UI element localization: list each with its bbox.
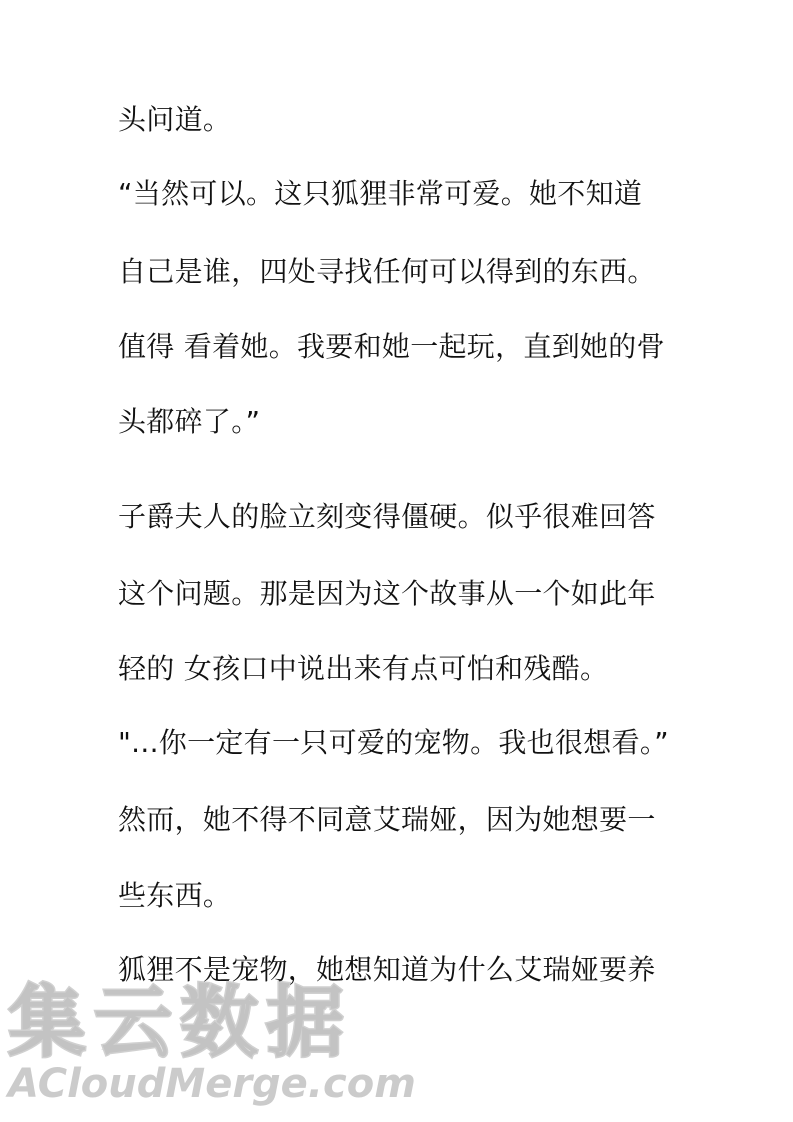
text-line-9: "...你一定有一只可爱的宠物。我也很想看。”: [118, 726, 669, 759]
text-line-4: 值得 看着她。我要和她一起玩，直到她的骨: [118, 330, 665, 363]
text-line-6: 子爵夫人的脸立刻变得僵硬。似乎很难回答: [118, 500, 656, 533]
text-line-11: 些东西。: [118, 879, 232, 912]
text-line-7: 这个问题。那是因为这个故事从一个如此年: [118, 577, 656, 610]
text-line-3: 自己是谁，四处寻找任何可以得到的东西。: [118, 255, 656, 288]
watermark-logo: [8, 978, 416, 1118]
text-line-1: 头问道。: [118, 103, 232, 136]
text-line-8: 轻的 女孩口中说出来有点可怕和残酷。: [118, 652, 609, 685]
text-line-2: “当然可以。这只狐狸非常可爱。她不知道: [118, 177, 643, 210]
text-line-10: 然而，她不得不同意艾瑞娅，因为她想要一: [118, 803, 656, 836]
watermark-chinese-text: 集云数据: [8, 978, 353, 1068]
text-line-5: 头都碎了。”: [118, 405, 261, 438]
watermark-english-text: ACloudMerge.com: [8, 1061, 416, 1107]
text-line-12: 狐狸不是宠物，她想知道为什么艾瑞娅要养: [118, 953, 656, 986]
